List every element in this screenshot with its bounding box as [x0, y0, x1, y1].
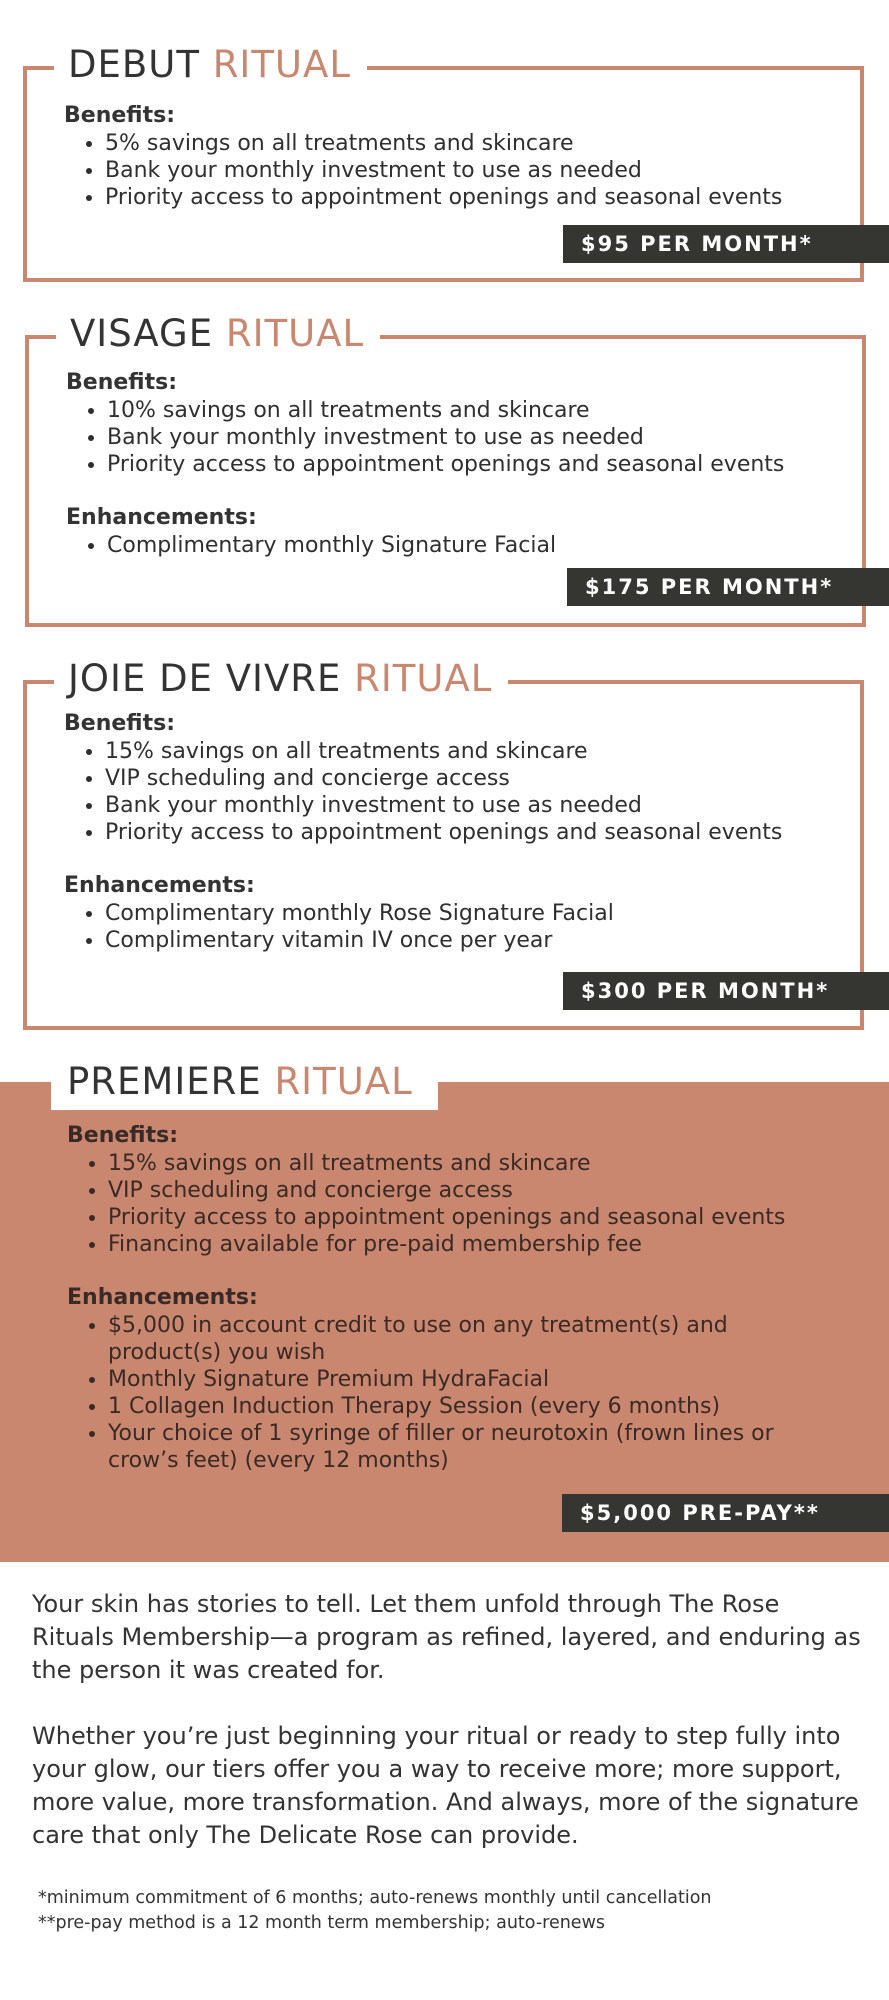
tier-title-accent: RITUAL	[212, 43, 351, 86]
list-item: • Bank your monthly investment to use as needed	[105, 792, 860, 819]
footnote: *minimum commitment of 6 months; auto-renews monthly until cancellation	[38, 1888, 712, 1908]
tier-visage	[25, 312, 866, 627]
benefits-list	[66, 397, 862, 478]
benefits-label: Benefits:	[67, 1123, 178, 1148]
list-item: • 15% savings on all treatments and skincare	[105, 738, 860, 765]
price-badge: $175 PER MONTH*	[567, 568, 889, 606]
list-item: • Priority access to appointment openings and seasonal events	[105, 819, 860, 846]
tier-premiere	[0, 1082, 889, 1562]
benefits-label: Benefits:	[66, 370, 177, 395]
benefits-list	[67, 1150, 889, 1258]
list-item: • Bank your monthly investment to use as needed	[107, 424, 862, 451]
list-item: • Monthly Signature Premium HydraFacial	[108, 1366, 808, 1393]
tier-title-main: VISAGE	[70, 312, 214, 355]
list-item: • Bank your monthly investment to use as needed	[105, 157, 860, 184]
footnotes	[38, 1886, 712, 1936]
tier-title-main: DEBUT	[68, 43, 200, 86]
tier-joie-de-vivre	[23, 657, 864, 1030]
list-item: • Complimentary vitamin IV once per year	[105, 927, 860, 954]
benefits-label: Benefits:	[64, 103, 175, 128]
benefits-list	[64, 738, 860, 846]
list-item: • VIP scheduling and concierge access	[105, 765, 860, 792]
tier-title-accent: RITUAL	[354, 657, 493, 700]
tier-title-main: JOIE DE VIVRE	[68, 657, 342, 700]
list-item: • Priority access to appointment openings and seasonal events	[108, 1204, 889, 1231]
intro-text	[32, 1588, 862, 1852]
price-badge: $300 PER MONTH*	[563, 972, 889, 1010]
intro-paragraph: Whether you’re just beginning your ritual or ready to step fully into your glow, our tiers offer you a way to receive more; more support, more value, more transformation. And always, more of the signature care that only The Delicate Rose can provide.	[32, 1722, 859, 1849]
price-badge: $95 PER MONTH*	[563, 225, 889, 263]
enhancements-label: Enhancements:	[64, 873, 255, 898]
list-item: • Financing available for pre-paid membership fee	[108, 1231, 889, 1258]
list-item: • VIP scheduling and concierge access	[108, 1177, 889, 1204]
tier-title-main: PREMIERE	[67, 1060, 262, 1103]
list-item: • Priority access to appointment openings and seasonal events	[107, 451, 862, 478]
price-badge: $5,000 PRE-PAY**	[562, 1494, 889, 1532]
list-item: • 15% savings on all treatments and skincare	[108, 1150, 889, 1177]
intro-paragraph: Your skin has stories to tell. Let them unfold through The Rose Rituals Membership—a program as refined, layered, and enduring as the person it was created for.	[32, 1590, 861, 1684]
benefits-list	[64, 130, 860, 211]
list-item: • Complimentary monthly Signature Facial	[107, 532, 862, 559]
list-item: • 5% savings on all treatments and skincare	[105, 130, 860, 157]
list-item: • 10% savings on all treatments and skincare	[107, 397, 862, 424]
tier-title	[51, 1054, 438, 1110]
list-item: • Your choice of 1 syringe of filler or neurotoxin (frown lines or crow’s feet) (every 12 months)	[108, 1420, 808, 1474]
enhancements-label: Enhancements:	[67, 1285, 258, 1310]
enhancements-list	[67, 1312, 808, 1474]
tier-title	[56, 309, 380, 359]
tier-title	[54, 654, 508, 704]
footnote: **pre-pay method is a 12 month term membership; auto-renews	[38, 1913, 605, 1933]
list-item: • 1 Collagen Induction Therapy Session (every 6 months)	[108, 1393, 808, 1420]
enhancements-list	[64, 900, 860, 954]
list-item: • Complimentary monthly Rose Signature Facial	[105, 900, 860, 927]
enhancements-label: Enhancements:	[66, 505, 257, 530]
tier-debut	[23, 43, 864, 282]
list-item: • $5,000 in account credit to use on any treatment(s) and product(s) you wish	[108, 1312, 808, 1366]
tier-title-accent: RITUAL	[274, 1060, 413, 1103]
list-item: • Priority access to appointment openings and seasonal events	[105, 184, 860, 211]
enhancements-list	[66, 532, 862, 559]
benefits-label: Benefits:	[64, 711, 175, 736]
tier-title	[54, 40, 367, 90]
tier-title-accent: RITUAL	[225, 312, 365, 355]
